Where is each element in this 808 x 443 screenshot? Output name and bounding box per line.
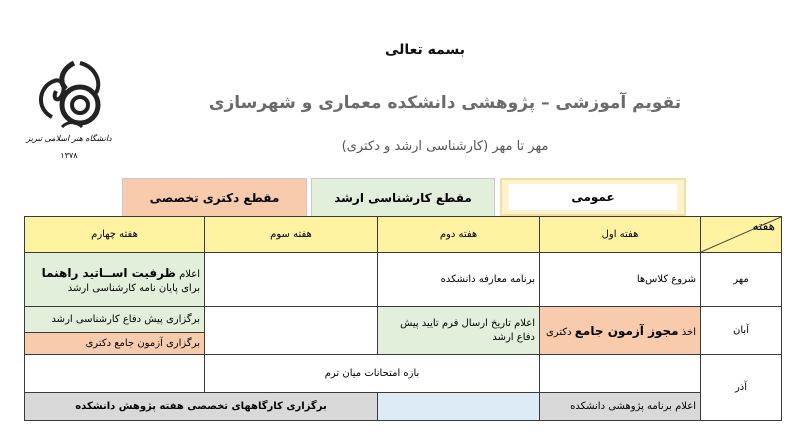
mehr-week-4-prefix: اعلام [175,268,200,280]
aban-week-4-doctoral: برگزاری آزمون جامع دکتری [25,333,205,355]
mehr-week-3 [205,253,378,307]
academic-calendar-table [24,216,782,421]
page-title: تقویم آموزشی – پژوهشی دانشکده معماری و شهرسازی [208,93,682,113]
month-azar: آذر [701,355,782,421]
azar-research-program: اعلام برنامه پژوهشی دانشکده [540,393,701,421]
azar-week-1-top [540,355,701,393]
azar-workshops: برگزاری کارگاههای تخصصی هفته پژوهش دانشکده [25,393,378,421]
corner-label: هفته [752,219,775,233]
table-row [25,355,782,393]
page-subtitle: مهر تا مهر (کارشناسی ارشد و دکتری) [341,139,549,154]
legend-doctoral: مقطع دکتری تخصصی [122,178,307,216]
aban-week-4-masters: برگزاری پیش دفاع کارشناسی ارشد [25,307,205,333]
mehr-week-4-line2: برای پایان نامه کارشناسی ارشد [67,282,200,294]
legend-masters: مقطع کارشناسی ارشد [311,178,495,216]
mehr-week-2: برنامه معارفه دانشکده [378,253,540,307]
mehr-week-4-bold: ظرفیت اســاتید راهنما [41,265,176,280]
table-row [25,307,782,333]
legend-general-label: عمومی [509,184,677,210]
week-corner-cell [701,217,782,253]
aban-week-1-bold: مجوز آزمون جامع [574,323,679,338]
header-week-1: هفته اول [540,217,701,253]
mehr-week-1: شروع کلاس‌ها [540,253,701,307]
aban-week-1-suffix: دکتری [545,326,575,338]
month-aban: آبان [701,307,782,355]
azar-week-2-bottom [378,393,540,421]
header-week-3: هفته سوم [205,217,378,253]
aban-week-2-line1: اعلام تاریخ ارسال فرم تایید پیش [400,318,535,329]
bismillah-heading: بسمه تعالی [384,42,466,58]
aban-week-2 [378,307,540,355]
month-mehr: مهر [701,253,782,307]
aban-week-2-line2: دفاع ارشد [492,332,535,343]
aban-week-1-prefix: اخذ [678,326,696,338]
azar-exam-range: بازه امتحانات میان ترم [205,355,540,393]
legend-general [500,178,686,216]
header-week-2: هفته دوم [378,217,540,253]
logo-caption: دانشگاه هنر اسلامی تبریز [26,134,112,143]
azar-week-4-top [25,355,205,393]
aban-week-3 [205,307,378,355]
table-row [25,393,782,421]
logo-year: ۱۳۷۸ [60,151,78,160]
table-header-row [25,217,782,253]
mehr-week-4 [25,253,205,307]
aban-week-1 [540,307,701,355]
header-week-4: هفته چهارم [25,217,205,253]
table-row [25,253,782,307]
